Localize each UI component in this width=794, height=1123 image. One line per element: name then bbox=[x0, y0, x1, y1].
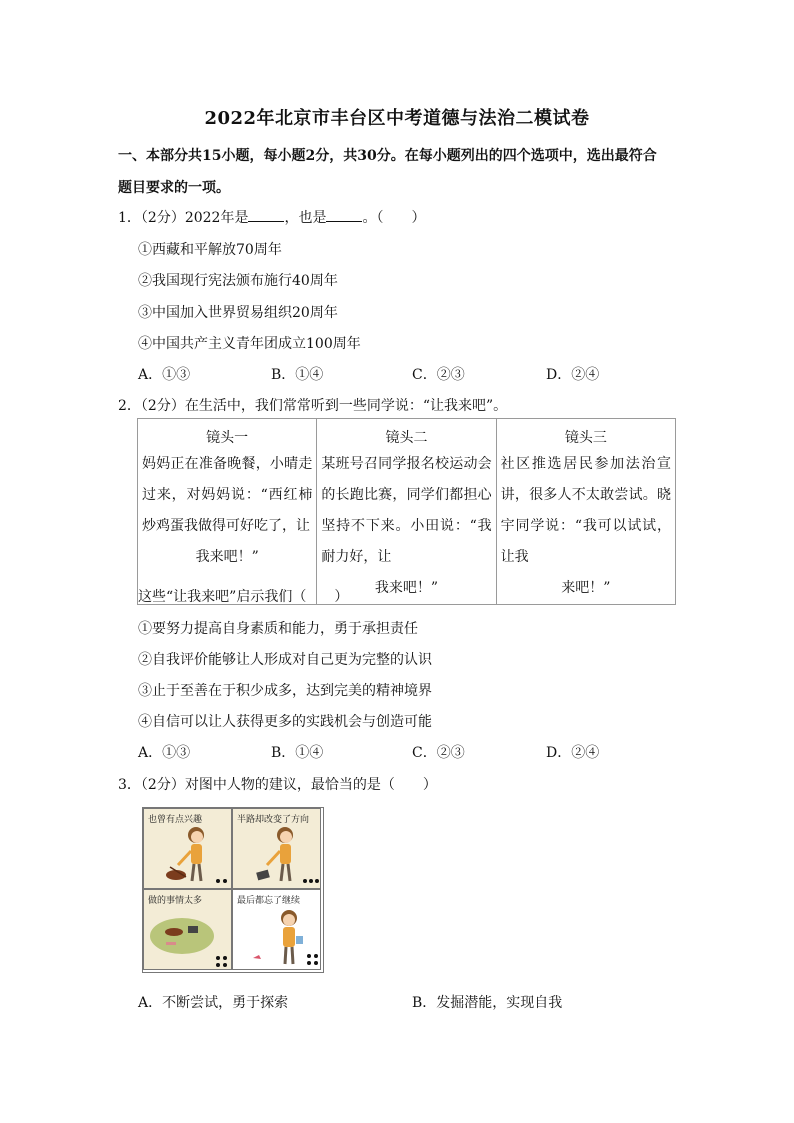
q2-choice-c[interactable]: C．②③ bbox=[412, 745, 465, 761]
comic-caption: 做的事情太多 bbox=[148, 896, 203, 906]
q1-item: ②我国现行宪法颁布施行40周年 bbox=[138, 273, 338, 289]
q2-item: ③止于至善在于积少成多，达到完美的精神境界 bbox=[138, 683, 432, 699]
exam-title: 2022年北京市丰台区中考道德与法治二模试卷 bbox=[204, 108, 590, 129]
section-heading-line2: 题目要求的一项。 bbox=[118, 180, 230, 196]
q1-stem-part2: ，也是 bbox=[284, 210, 327, 226]
q2-choice-a[interactable]: A．①③ bbox=[138, 745, 191, 761]
comic-panel-2 bbox=[232, 808, 321, 889]
shot-text-end: 我来吧！” bbox=[374, 580, 439, 596]
comic-panel-3 bbox=[143, 889, 232, 970]
q2-scenario-table bbox=[137, 418, 676, 605]
shot-text: 社区推选居民参加法治宣讲，很多人不太敢尝试。晓宇同学说：“我可以试试，让我 bbox=[500, 456, 671, 565]
comic-caption: 也曾有点兴趣 bbox=[148, 815, 203, 825]
q2-item: ②自我评价能够让人形成对自己更为完整的认识 bbox=[138, 652, 432, 668]
q1-blank-1 bbox=[248, 207, 284, 222]
shot-heading: 镜头二 bbox=[385, 430, 428, 446]
q2-stem: 2．（2分）在生活中，我们常常听到一些同学说：“让我来吧”。 bbox=[118, 398, 508, 414]
q1-item: ③中国加入世界贸易组织20周年 bbox=[138, 305, 338, 321]
shot-cell-3 bbox=[496, 419, 675, 605]
comic-panel-4 bbox=[232, 889, 321, 970]
q1-choice-b[interactable]: B．①④ bbox=[271, 367, 324, 383]
q1-item: ④中国共产主义青年团成立100周年 bbox=[138, 336, 361, 352]
q1-stem-part1: 1．（2分）2022年是 bbox=[118, 210, 249, 226]
shot-text-end: 来吧！” bbox=[561, 580, 611, 596]
q2-choice-d[interactable]: D．②④ bbox=[546, 745, 600, 761]
q2-prompt: 这些“让我来吧”启示我们（ ） bbox=[138, 589, 349, 605]
shot-heading: 镜头一 bbox=[206, 430, 249, 446]
comic-caption: 最后都忘了继续 bbox=[237, 896, 301, 906]
q3-comic-image bbox=[142, 807, 324, 973]
q1-item: ①西藏和平解放70周年 bbox=[138, 242, 282, 258]
shot-heading: 镜头三 bbox=[564, 430, 607, 446]
q1-stem bbox=[118, 207, 425, 227]
q1-stem-part3: 。（ ） bbox=[362, 210, 426, 226]
comic-panel-1 bbox=[143, 808, 232, 889]
shot-cell-2 bbox=[317, 419, 496, 605]
q1-choice-a[interactable]: A．①③ bbox=[138, 367, 191, 383]
shot-text: 某班号召同学报名校运动会的长跑比赛，同学们都担心坚持不下来。小田说：“我耐力好，让 bbox=[321, 456, 492, 565]
shot-text-end: 我来吧！” bbox=[195, 549, 259, 565]
q3-choice-b[interactable]: B．发掘潜能，实现自我 bbox=[412, 995, 563, 1011]
q3-stem: 3．（2分）对图中人物的建议，最恰当的是（ ） bbox=[118, 777, 437, 793]
q1-choice-d[interactable]: D．②④ bbox=[546, 367, 600, 383]
q2-choice-b[interactable]: B．①④ bbox=[271, 745, 324, 761]
q2-item: ①要努力提高自身素质和能力，勇于承担责任 bbox=[138, 621, 418, 637]
comic-caption: 半路却改变了方向 bbox=[237, 815, 310, 825]
shot-text: 妈妈正在准备晚餐，小晴走过来，对妈妈说：“西红柿炒鸡蛋我做得可好吃了，让 bbox=[142, 456, 313, 534]
q1-blank-2 bbox=[326, 207, 362, 222]
q3-choice-a[interactable]: A．不断尝试，勇于探索 bbox=[138, 995, 289, 1011]
q2-item: ④自信可以让人获得更多的实践机会与创造可能 bbox=[138, 714, 432, 730]
q1-choice-c[interactable]: C．②③ bbox=[412, 367, 465, 383]
shot-cell-1 bbox=[138, 419, 317, 605]
section-heading-line1: 一、本部分共15小题，每小题2分，共30分。在每小题列出的四个选项中，选出最符合 bbox=[118, 148, 657, 164]
